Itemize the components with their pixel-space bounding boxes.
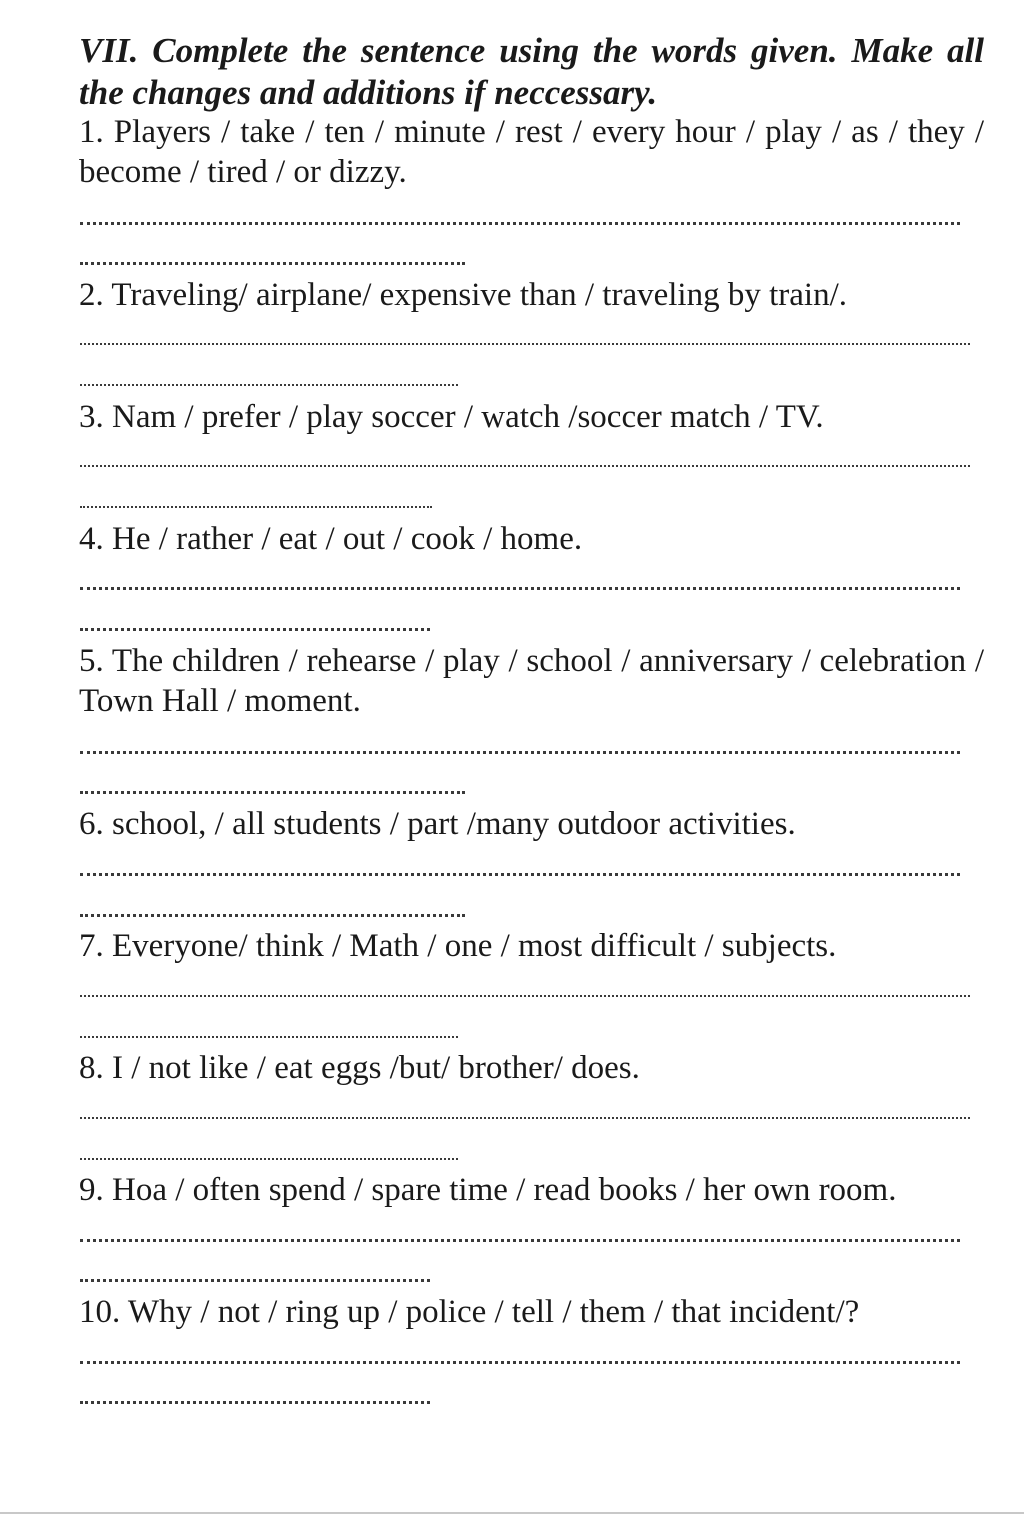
exercise-heading: VII. Complete the sentence using the words given. Make all the changes and additions if neccessary. [79,31,984,112]
answer-line-2a [80,343,970,345]
answer-line-4a [80,587,960,590]
question-1: 1. Players / take / ten / minute / rest / every hour / play / as / they / become / tired / or dizzy. [79,114,984,190]
answer-line-3a [80,465,970,467]
question-2: 2. Traveling/ airplane/ expensive than / traveling by train/. [79,277,847,313]
answer-line-2b [80,384,458,386]
page-bottom-rule [0,1512,1024,1514]
answer-line-5a [80,751,960,754]
answer-line-10b [80,1401,430,1404]
answer-line-3b [80,506,432,508]
question-5: 5. The children / rehearse / play / school / anniversary / celebration / Town Hall / moment. [79,643,984,719]
answer-line-7b [80,1036,458,1038]
question-7: 7. Everyone/ think / Math / one / most difficult / subjects. [79,928,837,964]
answer-line-8a [80,1117,970,1119]
answer-line-1a [80,222,960,225]
answer-line-9b [80,1279,430,1282]
answer-line-9a [80,1239,960,1242]
question-10: 10. Why / not / ring up / police / tell / them / that incident/? [79,1294,860,1330]
question-9: 9. Hoa / often spend / spare time / read books / her own room. [79,1172,897,1208]
answer-line-1b [80,262,465,265]
answer-line-8b [80,1158,458,1160]
answer-line-7a [80,995,970,997]
question-8: 8. I / not like / eat eggs /but/ brother/ does. [79,1050,640,1086]
question-6: 6. school, / all students / part /many outdoor activities. [79,806,796,842]
question-4: 4. He / rather / eat / out / cook / home. [79,521,583,557]
question-3: 3. Nam / prefer / play soccer / watch /soccer match / TV. [79,399,824,435]
answer-line-4b [80,628,430,631]
answer-line-6a [80,873,960,876]
answer-line-5b [80,791,465,794]
answer-line-10a [80,1361,960,1364]
answer-line-6b [80,914,465,917]
